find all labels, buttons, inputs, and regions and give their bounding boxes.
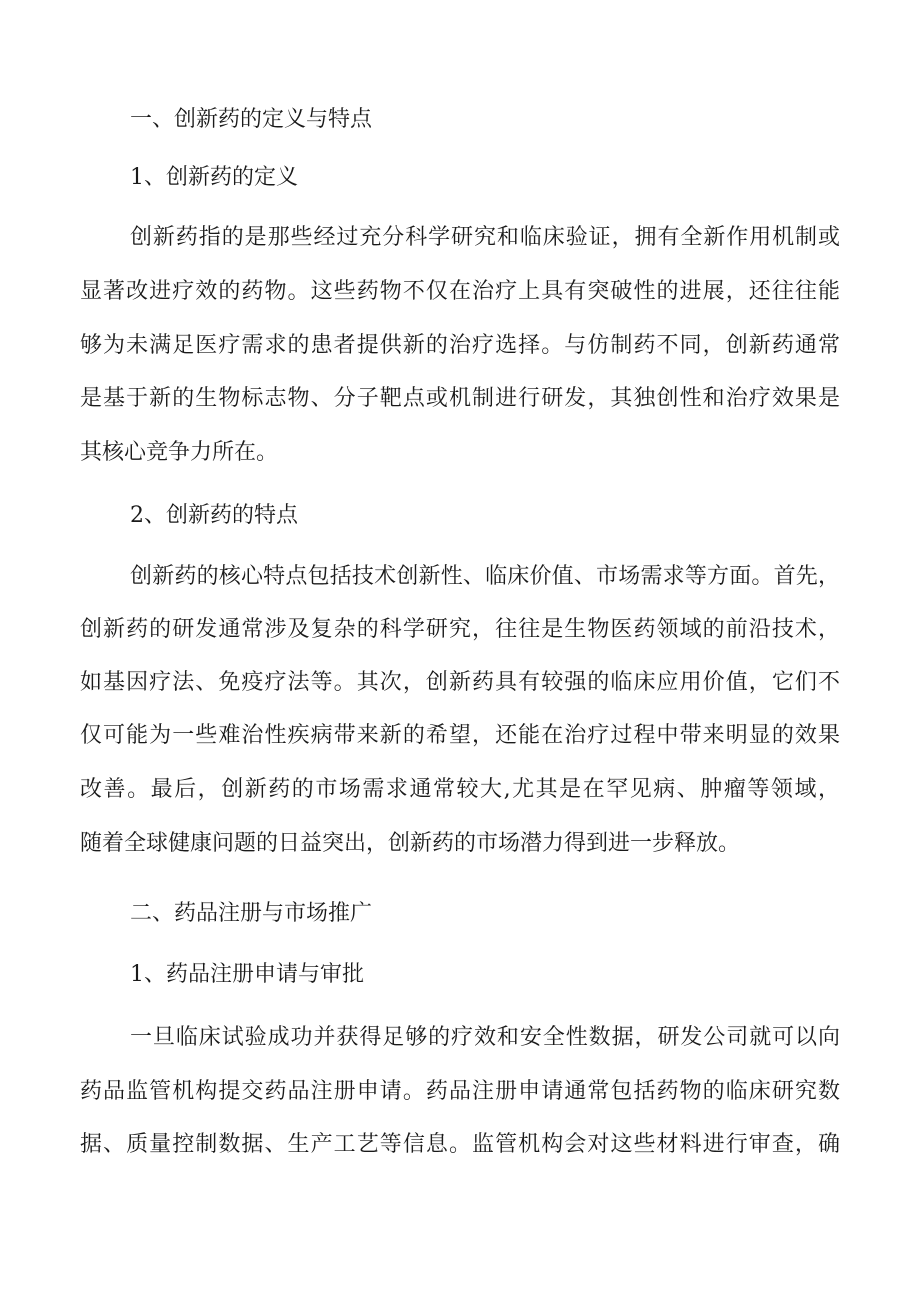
paragraph-line: 创新药指的是那些经过充分科学研究和临床验证，拥有全新作用机制或 [130, 225, 840, 250]
paragraph-line: 是基于新的生物标志物、分子靶点或机制进行研发，其独创性和治疗效果是 [80, 386, 840, 411]
subsection-1-1-heading: 1、创新药的定义 [130, 165, 298, 190]
paragraph-line: 改善。最后，创新药的市场需求通常较大,尤其是在罕见病、肿瘤等领域， [80, 777, 840, 802]
paragraph-line: 据、质量控制数据、生产工艺等信息。监管机构会对这些材料进行审查，确 [80, 1132, 840, 1157]
paragraph-line: 创新药的核心特点包括技术创新性、临床价值、市场需求等方面。首先， [130, 564, 840, 589]
paragraph-line: 药品监管机构提交药品注册申请。药品注册申请通常包括药物的临床研究数 [80, 1079, 840, 1104]
paragraph-line: 显著改进疗效的药物。这些药物不仅在治疗上具有突破性的进展，还往往能 [80, 279, 840, 304]
paragraph-line: 如基因疗法、免疫疗法等。其次，创新药具有较强的临床应用价值，它们不 [80, 670, 840, 695]
paragraph-line: 一旦临床试验成功并获得足够的疗效和安全性数据，研发公司就可以向 [130, 1025, 840, 1050]
paragraph-line: 仅可能为一些难治性疾病带来新的希望，还能在治疗过程中带来明显的效果 [80, 723, 840, 748]
paragraph-line: 其核心竞争力所在。 [80, 440, 279, 465]
section-2-heading: 二、药品注册与市场推广 [130, 901, 373, 926]
subsection-2-1-heading: 1、药品注册申请与审批 [130, 962, 364, 987]
paragraph-line: 随着全球健康问题的日益突出，创新药的市场潜力得到进一步释放。 [80, 831, 741, 856]
subsection-1-2-heading: 2、创新药的特点 [130, 503, 298, 528]
paragraph-line: 创新药的研发通常涉及复杂的科学研究，往往是生物医药领域的前沿技术， [80, 617, 840, 642]
section-1-heading: 一、创新药的定义与特点 [130, 107, 373, 132]
paragraph-line: 够为未满足医疗需求的患者提供新的治疗选择。与仿制药不同，创新药通常 [80, 333, 840, 358]
